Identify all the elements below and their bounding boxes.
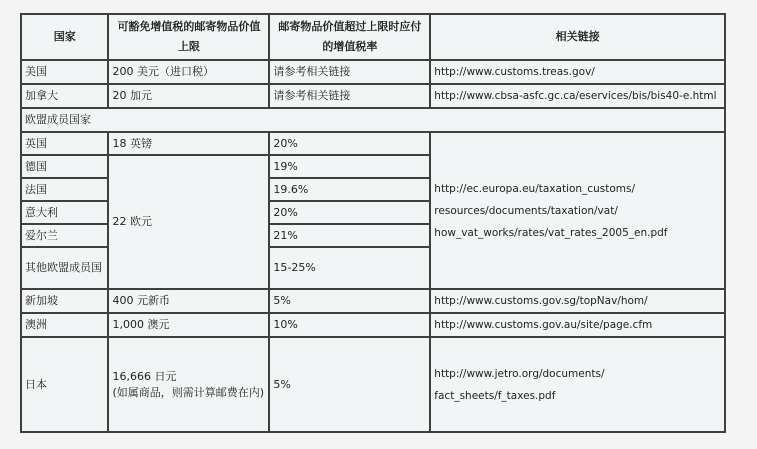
vat-it: 20% — [270, 202, 429, 223]
link-eu-line3: how_vat_works/rates/vat_rates_2005_en.pdf — [434, 226, 668, 239]
link-au[interactable]: http://www.customs.gov.au/site/page.cfm — [431, 314, 724, 336]
link-ca[interactable]: http://www.cbsa-asfc.gc.ca/eservices/bis/bis40-e.html — [431, 85, 724, 107]
vat-au: 10% — [270, 314, 429, 336]
country-ca: 加拿大 — [22, 85, 107, 107]
limit-uk: 18 英镑 — [109, 133, 268, 154]
link-eu-line1: http://ec.europa.eu/taxation_customs/ — [434, 182, 635, 195]
header-limit: 可豁免增值税的邮寄物品价值上限 — [109, 15, 268, 59]
country-other-eu: 其他欧盟成员国 — [22, 248, 107, 288]
limit-jp — [109, 338, 268, 431]
limit-jp-line1: 16,666 日元 — [112, 369, 177, 383]
customs-vat-table — [20, 13, 726, 433]
link-jp-line2: fact_sheets/f_taxes.pdf — [434, 389, 556, 402]
limit-jp-line2: (如属商品，则需计算邮费在内) — [112, 385, 265, 399]
vat-ie: 21% — [270, 225, 429, 246]
limit-au: 1,000 澳元 — [109, 314, 268, 336]
header-country: 国家 — [22, 15, 107, 59]
table-row — [22, 290, 724, 312]
table-row — [22, 109, 724, 131]
table-row — [22, 133, 724, 154]
vat-other-eu: 15-25% — [270, 248, 429, 288]
country-us: 美国 — [22, 61, 107, 83]
country-de: 德国 — [22, 156, 107, 177]
customs-table-frame — [20, 13, 726, 433]
vat-de: 19% — [270, 156, 429, 177]
header-link: 相关链接 — [431, 15, 724, 59]
table-row — [22, 338, 724, 431]
eu-section-header: 欧盟成员国家 — [22, 109, 724, 131]
limit-sg: 400 元新币 — [109, 290, 268, 312]
table-header-row — [22, 15, 724, 59]
country-uk: 英国 — [22, 133, 107, 154]
vat-ca: 请参考相关链接 — [270, 85, 429, 107]
limit-ca: 20 加元 — [109, 85, 268, 107]
table-row — [22, 61, 724, 83]
vat-uk: 20% — [270, 133, 429, 154]
vat-fr: 19.6% — [270, 179, 429, 200]
country-fr: 法国 — [22, 179, 107, 200]
table-row — [22, 85, 724, 107]
country-ie: 爱尔兰 — [22, 225, 107, 246]
limit-us: 200 美元（进口税） — [109, 61, 268, 83]
country-jp: 日本 — [22, 338, 107, 431]
limit-eu: 22 欧元 — [109, 156, 268, 288]
link-eu[interactable] — [431, 133, 724, 288]
link-us[interactable]: http://www.customs.treas.gov/ — [431, 61, 724, 83]
header-vat: 邮寄物品价值超过上限时应付的增值税率 — [270, 15, 429, 59]
link-jp-line1: http://www.jetro.org/documents/ — [434, 367, 605, 380]
link-eu-line2: resources/documents/taxation/vat/ — [434, 204, 618, 217]
table-row — [22, 314, 724, 336]
vat-us: 请参考相关链接 — [270, 61, 429, 83]
link-sg[interactable]: http://www.customs.gov.sg/topNav/hom/ — [431, 290, 724, 312]
country-au: 澳洲 — [22, 314, 107, 336]
link-jp[interactable] — [431, 338, 724, 431]
country-sg: 新加坡 — [22, 290, 107, 312]
country-it: 意大利 — [22, 202, 107, 223]
vat-sg: 5% — [270, 290, 429, 312]
vat-jp: 5% — [270, 338, 429, 431]
